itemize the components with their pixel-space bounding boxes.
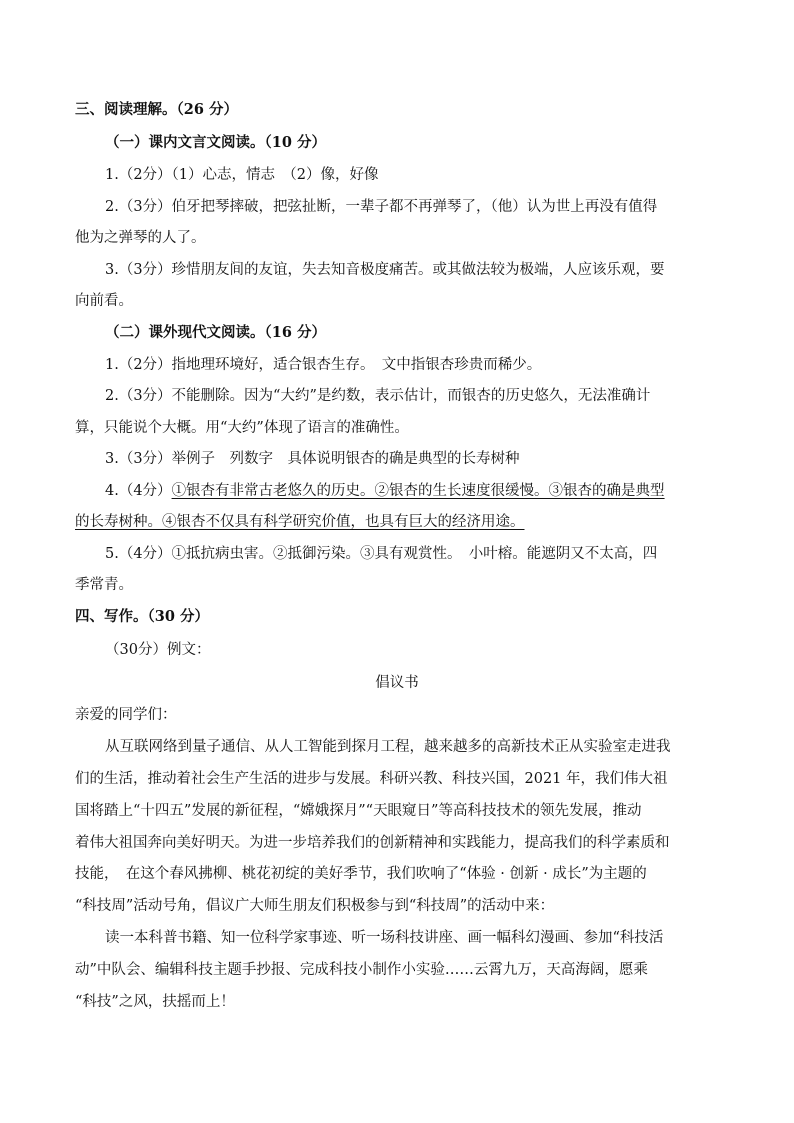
part-1-heading: （一）课内文言文阅读。（10 分） bbox=[105, 134, 326, 151]
essay-paragraph-1-line-2: 们的生活，推动着社会生产生活的进步与发展。科研兴教、科技兴国，2021 年，我们伟大祖 bbox=[75, 771, 668, 787]
answer-2-5-line-2: 季常青。 bbox=[75, 577, 133, 593]
essay-paragraph-2-line-2: 动”中队会、编辑科技主题手抄报、完成科技小制作小实验……云霄九万，天高海阔，愿乘 bbox=[75, 962, 648, 978]
answer-2-2-line-1: 2.（3分）不能删除。因为“大约”是约数，表示估计，而银杏的历史悠久，无法准确计 bbox=[105, 388, 651, 404]
answer-1-1: 1.（2分）（1）心志，情志 （2）像，好像 bbox=[105, 167, 379, 183]
essay-paragraph-1-line-3: 国将踏上“十四五”发展的新征程，“嫦娥探月”“天眼窥日”等高科技技术的领先发展，推动 bbox=[75, 803, 642, 819]
essay-paragraph-1-line-1: 从互联网络到量子通信、从人工智能到探月工程，越来越多的高新技术正从实验室走进我 bbox=[105, 739, 671, 755]
answer-1-2-line-2: 他为之弹琴的人了。 bbox=[75, 230, 206, 246]
essay-paragraph-1-line-4: 着伟大祖国奔向美好明天。为进一步培养我们的创新精神和实践能力，提高我们的科学素质和 bbox=[75, 835, 670, 851]
section-3-heading: 三、阅读理解。（26 分） bbox=[75, 101, 238, 118]
answer-2-1: 1.（2分）指地理环境好，适合银杏生存。 文中指银杏珍贵而稀少。 bbox=[105, 357, 542, 373]
section-4-heading: 四、写作。（30 分） bbox=[75, 608, 209, 625]
answer-2-2-line-2: 算，只能说个大概。用“大约”体现了语言的准确性。 bbox=[75, 420, 409, 436]
answer-2-5-line-1: 5.（4分）①抵抗病虫害。②抵御污染。③具有观赏性。 小叶榕。能遮阴又不太高，四 bbox=[105, 546, 658, 562]
answer-1-3-line-2: 向前看。 bbox=[75, 293, 133, 309]
essay-title: 倡议书 bbox=[375, 675, 419, 691]
essay-paragraph-1-line-5: 技能， 在这个春风拂柳、桃花初绽的美好季节，我们吹响了“体验 · 创新 · 成长”为主题的 bbox=[75, 866, 647, 882]
essay-paragraph-2-line-3: “科技”之风，扶摇而上！ bbox=[75, 994, 235, 1010]
answer-2-4-prefix: 4.（4分） bbox=[105, 483, 172, 499]
writing-intro: （30分）例文： bbox=[105, 642, 211, 658]
essay-salutation: 亲爱的同学们： bbox=[75, 707, 177, 723]
answer-2-4-line-1 bbox=[105, 481, 665, 501]
answer-2-4-underlined-1: ①银杏有非常古老悠久的历史。②银杏的生长速度很缓慢。③银杏的确是典型 bbox=[171, 483, 665, 499]
answer-1-2-line-1: 2.（3分）伯牙把琴摔破，把弦扯断，一辈子都不再弹琴了，（他）认为世上再没有值得 bbox=[105, 199, 658, 215]
answer-1-3-line-1: 3.（3分）珍惜朋友间的友谊，失去知音极度痛苦。或其做法较为极端，人应该乐观，要 bbox=[105, 262, 665, 278]
essay-paragraph-2-line-1: 读一本科普书籍、知一位科学家事迹、听一场科技讲座、画一幅科幻漫画、参加“科技活 bbox=[105, 930, 664, 946]
answer-2-3: 3.（3分）举例子 列数字 具体说明银杏的确是典型的长寿树种 bbox=[105, 451, 520, 467]
essay-paragraph-1-line-6: “科技周”活动号角，倡议广大师生朋友们积极参与到“科技周”的活动中来： bbox=[75, 898, 555, 914]
answer-2-4-line-2 bbox=[75, 512, 525, 532]
answer-2-4-underlined-2: 的长寿树种。④银杏不仅具有科学研究价值，也具有巨大的经济用途。 bbox=[75, 514, 525, 530]
part-2-heading: （二）课外现代文阅读。（16 分） bbox=[105, 324, 326, 341]
